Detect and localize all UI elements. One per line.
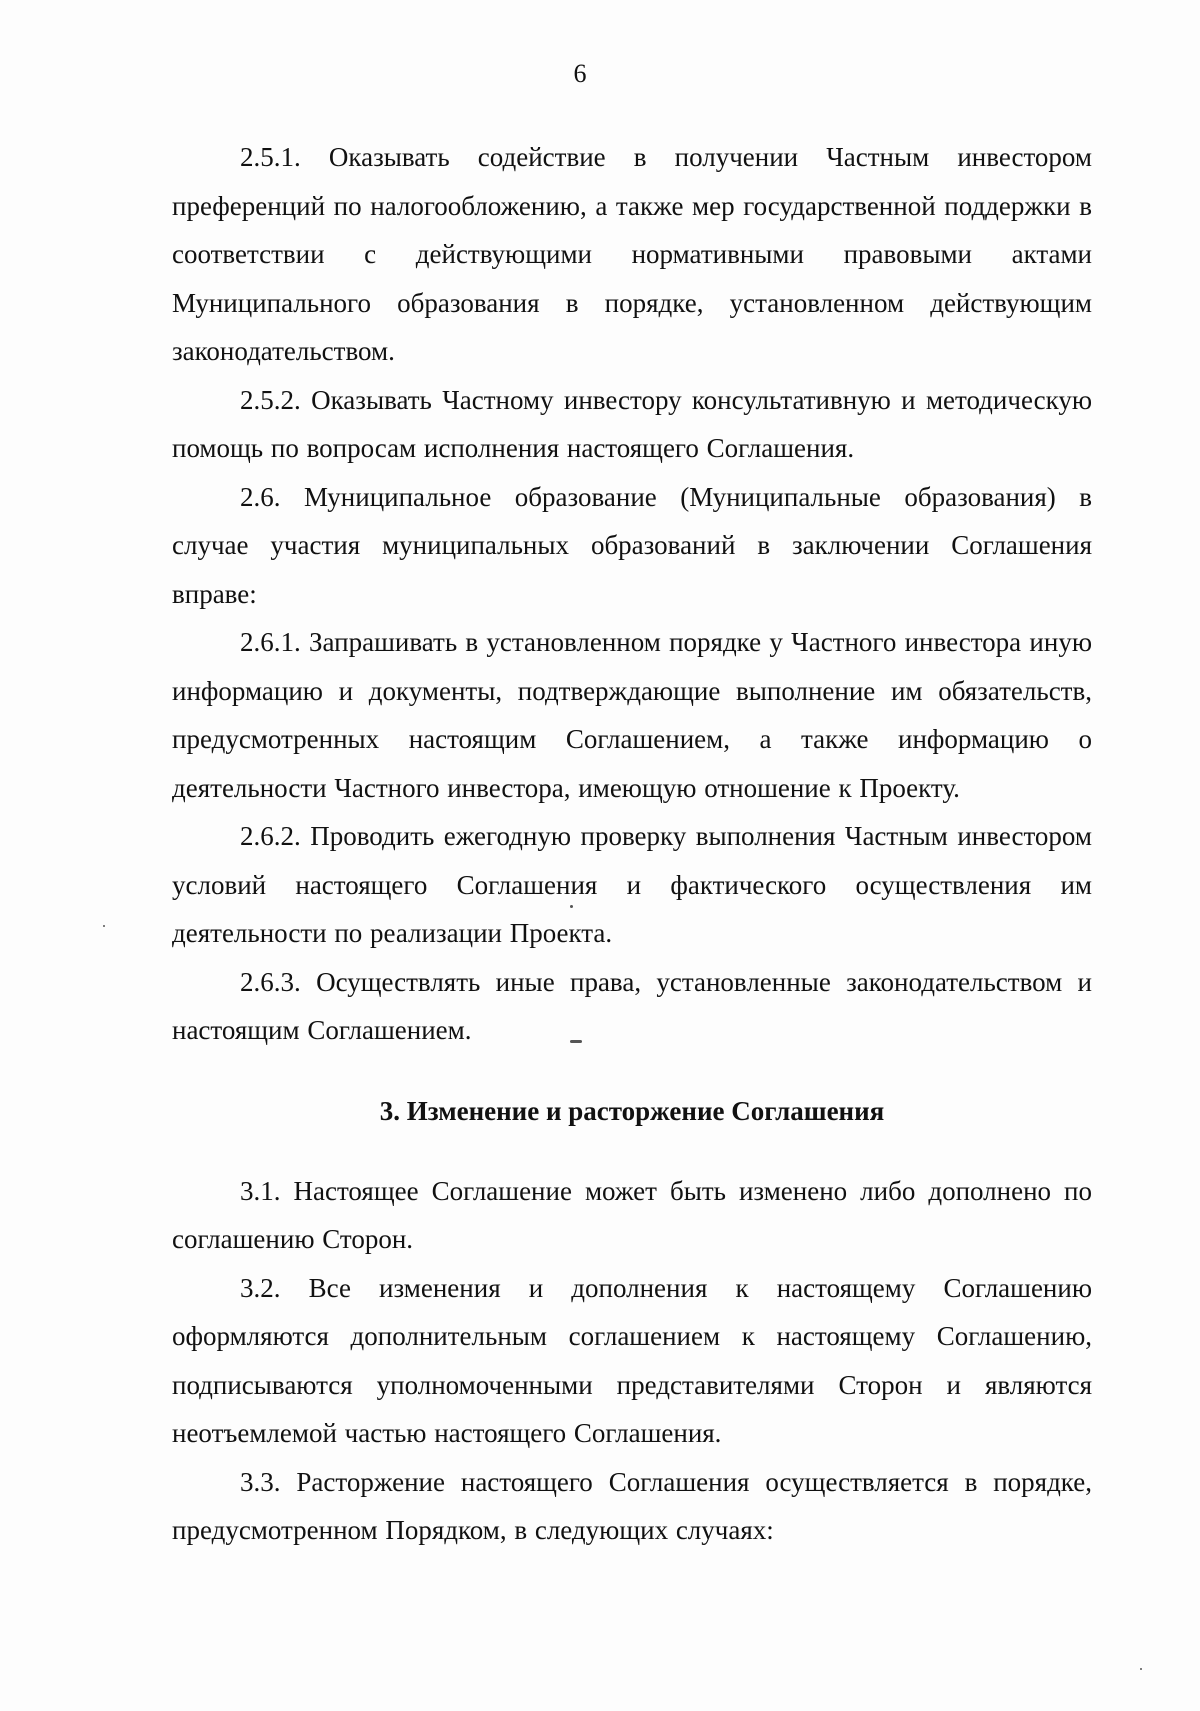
scan-speck [570,1040,582,1043]
paragraph-2-5-1: 2.5.1. Оказывать содействие в получении Частным инвестором преференций по налогообложению, а также мер государственной поддержки в соответствии с действующими нормативными правовыми актами Муниципального образования в порядке, установленном действующим законодательством. [172,142,1092,366]
section-heading: 3. Изменение и расторжение Соглашения [379,1095,885,1126]
paragraph-2-6-3: 2.6.3. Осуществлять иные права, установленные законодательством и настоящим Соглашением. [172,966,1092,1045]
paragraph-2-6-1: 2.6.1. Запрашивать в установленном порядке у Частного инвестора иную информацию и документы, подтверждающие выполнение им обязательств, предусмотренных настоящим Соглашением, а также информацию о деятельности Частного инвестора, имеющую отношение к Проекту. [172,627,1092,803]
paragraph-3-2: 3.2. Все изменения и дополнения к настоящему Соглашению оформляются дополнительным соглашением к настоящему Соглашению, подписываются уполномоченными представителями Сторон и являются неотъемлемой частью настоящего Соглашения. [172,1272,1092,1448]
paragraph-3-3: 3.3. Расторжение настоящего Соглашения осуществляется в порядке, предусмотренном Порядком, в следующих случаях: [172,1466,1092,1545]
paragraph-2-6-2: 2.6.2. Проводить ежегодную проверку выполнения Частным инвестором условий настоящего Соглашения и фактического осуществления им деятельности по реализации Проекта. [172,821,1092,948]
paragraph-3-1: 3.1. Настоящее Соглашение может быть изменено либо дополнено по соглашению Сторон. [172,1175,1092,1254]
document-body [172,133,1092,1555]
page-number: 6 [573,59,587,88]
paragraph-2-5-2: 2.5.2. Оказывать Частному инвестору консультативную и методическую помощь по вопросам исполнения настоящего Соглашения. [172,384,1092,463]
scan-speck [1140,1668,1142,1670]
scan-speck [103,925,105,927]
paragraph-2-6: 2.6. Муниципальное образование (Муниципальные образования) в случае участия муниципальных образований в заключении Соглашения вправе: [172,481,1092,609]
scan-speck [570,905,573,908]
